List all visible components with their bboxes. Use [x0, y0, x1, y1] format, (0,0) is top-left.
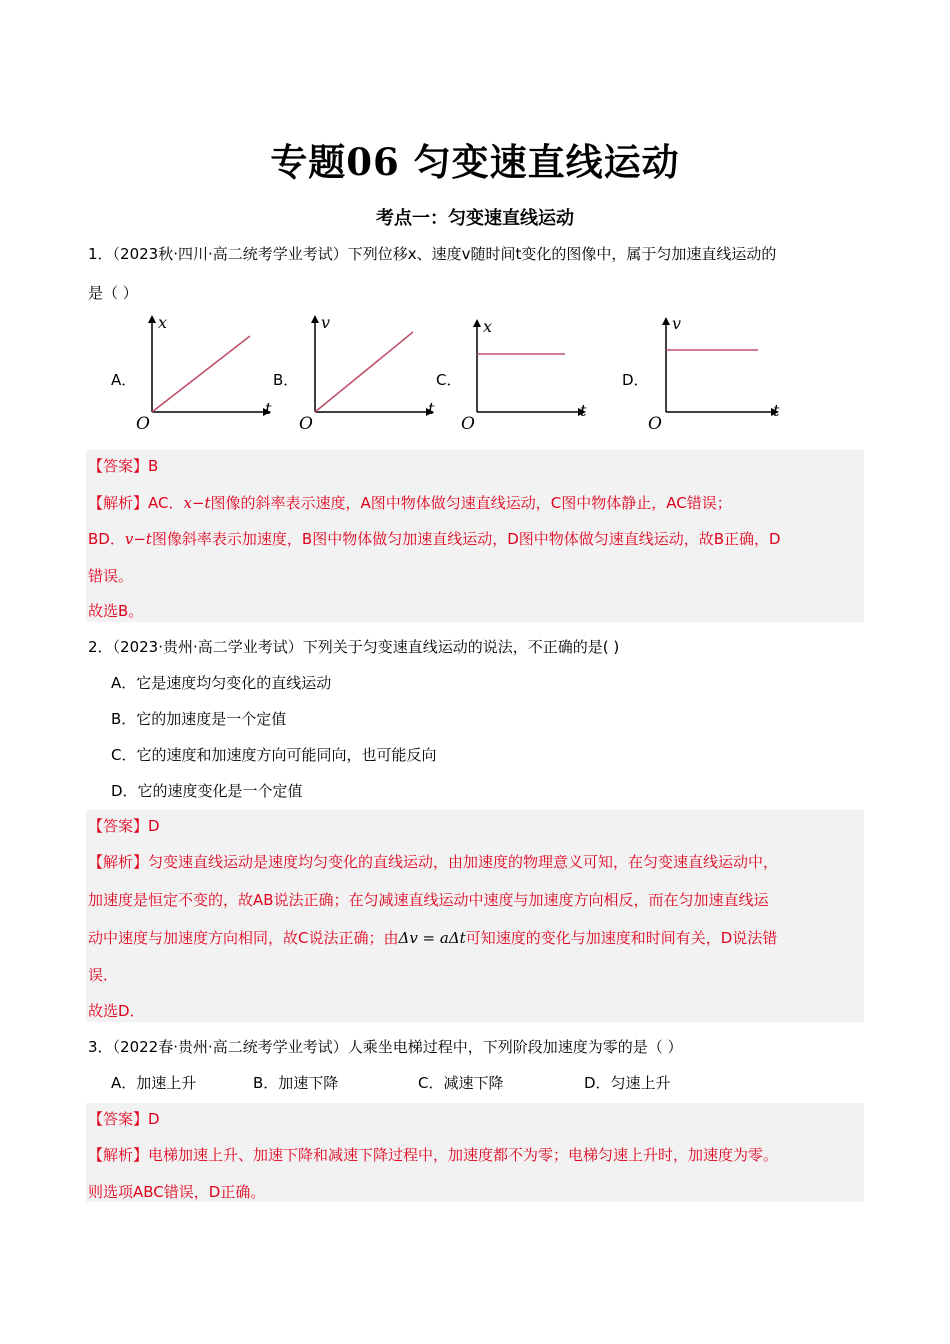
q1-conclusion: 故选B。 [88, 602, 144, 620]
q1-answer-block [86, 450, 864, 622]
q1-graph-c-x-label: t [580, 401, 587, 420]
q3-analysis-line1: 【解析】电梯加速上升、加速下降和减速下降过程中，加速度都不为零；电梯匀速上升时，加速度为零。 [88, 1146, 779, 1164]
q2-option-c: C．它的速度和加速度方向可能同向，也可能反向 [111, 746, 437, 764]
q1-analysis-line2-rest: 图像斜率表示加速度，B图中物体做匀加速直线运动，D图中物体做匀速直线运动，故B正确，D [151, 530, 781, 548]
q1-graph-b-series-line [315, 332, 413, 412]
q1-graph-a [134, 312, 284, 434]
q1-option-c-label: C． [436, 371, 462, 389]
q1-graph-b [297, 312, 447, 434]
q1-graph-d-origin: O [648, 414, 662, 434]
q2-conclusion: 故选D． [88, 1002, 145, 1020]
q1-graph-a-origin: O [136, 414, 150, 434]
q2-stem: 2．（2023·贵州·高二学业考试）下列关于匀变速直线运动的说法，不正确的是( ) [88, 638, 620, 656]
q2-option-b: B．它的加速度是一个定值 [111, 710, 287, 728]
q1-graph-b-origin: O [299, 414, 313, 434]
q1-analysis-vt: v−t [124, 530, 152, 548]
q2-analysis-line2: 加速度是恒定不变的，故AB说法正确；在匀减速直线运动中速度与加速度方向相反，而在匀加速直线运 [88, 891, 769, 909]
q1-graph-b-x-label: t [428, 399, 435, 418]
q2-formula: Δv = aΔt [398, 929, 466, 947]
q1-graph-d-y-label: v [672, 314, 682, 333]
q1-option-a-label: A． [111, 371, 137, 389]
q1-option-b-label: B． [273, 371, 299, 389]
q3-option-b: B．加速下降 [253, 1074, 339, 1092]
q1-graph-d-x-label: t [773, 401, 780, 420]
q1-graph-c-y-label: x [483, 317, 493, 336]
q2-analysis-line3-rest: 可知速度的变化与加速度和时间有关，D说法错 [465, 929, 778, 947]
q2-analysis-line3-prefix: 动中速度与加速度方向相同，故C说法正确；由 [88, 929, 399, 947]
q2-answer-block [86, 810, 864, 1022]
q1-graph-d [648, 312, 798, 434]
q3-option-d: D．匀速上升 [584, 1074, 671, 1092]
section-subtitle: 考点一：匀变速直线运动 [376, 208, 574, 229]
q3-stem: 3．（2022春·贵州·高二统考学业考试）人乘坐电梯过程中，下列阶段加速度为零的是（ ） [88, 1038, 683, 1056]
q1-stem-line1: 1．（2023秋·四川·高二统考学业考试）下列位移x、速度v随时间t变化的图像中，属于匀加速直线运动的 [88, 245, 777, 263]
q3-answer-block [86, 1103, 864, 1202]
q1-option-d-label: D． [622, 371, 649, 389]
q1-graph-a-series-line [152, 336, 250, 412]
q1-analysis-line1 [88, 493, 732, 513]
q3-analysis-line2: 则选项ABC错误，D正确。 [88, 1183, 266, 1201]
q1-graph-b-y-label: v [321, 313, 331, 332]
q2-analysis-line3 [88, 928, 777, 948]
q1-analysis-line1-prefix: 【解析】AC． [88, 494, 184, 512]
q2-answer: 【答案】D [88, 817, 160, 835]
q1-analysis-line3: 错误。 [88, 567, 134, 585]
q2-option-a: A．它是速度均匀变化的直线运动 [111, 674, 332, 692]
q1-answer: 【答案】B [88, 457, 159, 475]
q1-graph-a-x-label: t [265, 399, 272, 418]
q1-graph-a-y-label: x [158, 313, 168, 332]
q2-analysis-line1: 【解析】匀变速直线运动是速度均匀变化的直线运动，由加速度的物理意义可知，在匀变速直线运动中， [88, 853, 779, 871]
q2-analysis-line4: 误． [88, 966, 119, 984]
page-title: 专题06 匀变速直线运动 [270, 140, 680, 184]
q1-graph-c-origin: O [461, 414, 475, 434]
q1-graph-c [459, 312, 609, 434]
q3-answer: 【答案】D [88, 1110, 160, 1128]
q3-option-a: A．加速上升 [111, 1074, 197, 1092]
q1-analysis-line2 [88, 529, 781, 549]
q2-option-d: D．它的速度变化是一个定值 [111, 782, 303, 800]
q1-analysis-line1-rest: 图像的斜率表示速度，A图中物体做匀速直线运动，C图中物体静止，AC错误； [210, 494, 732, 512]
q1-stem-line2: 是（ ） [88, 284, 138, 302]
q1-analysis-line2-prefix: BD． [88, 530, 125, 548]
q1-analysis-xt: x−t [183, 494, 211, 512]
q3-option-c: C．减速下降 [418, 1074, 504, 1092]
